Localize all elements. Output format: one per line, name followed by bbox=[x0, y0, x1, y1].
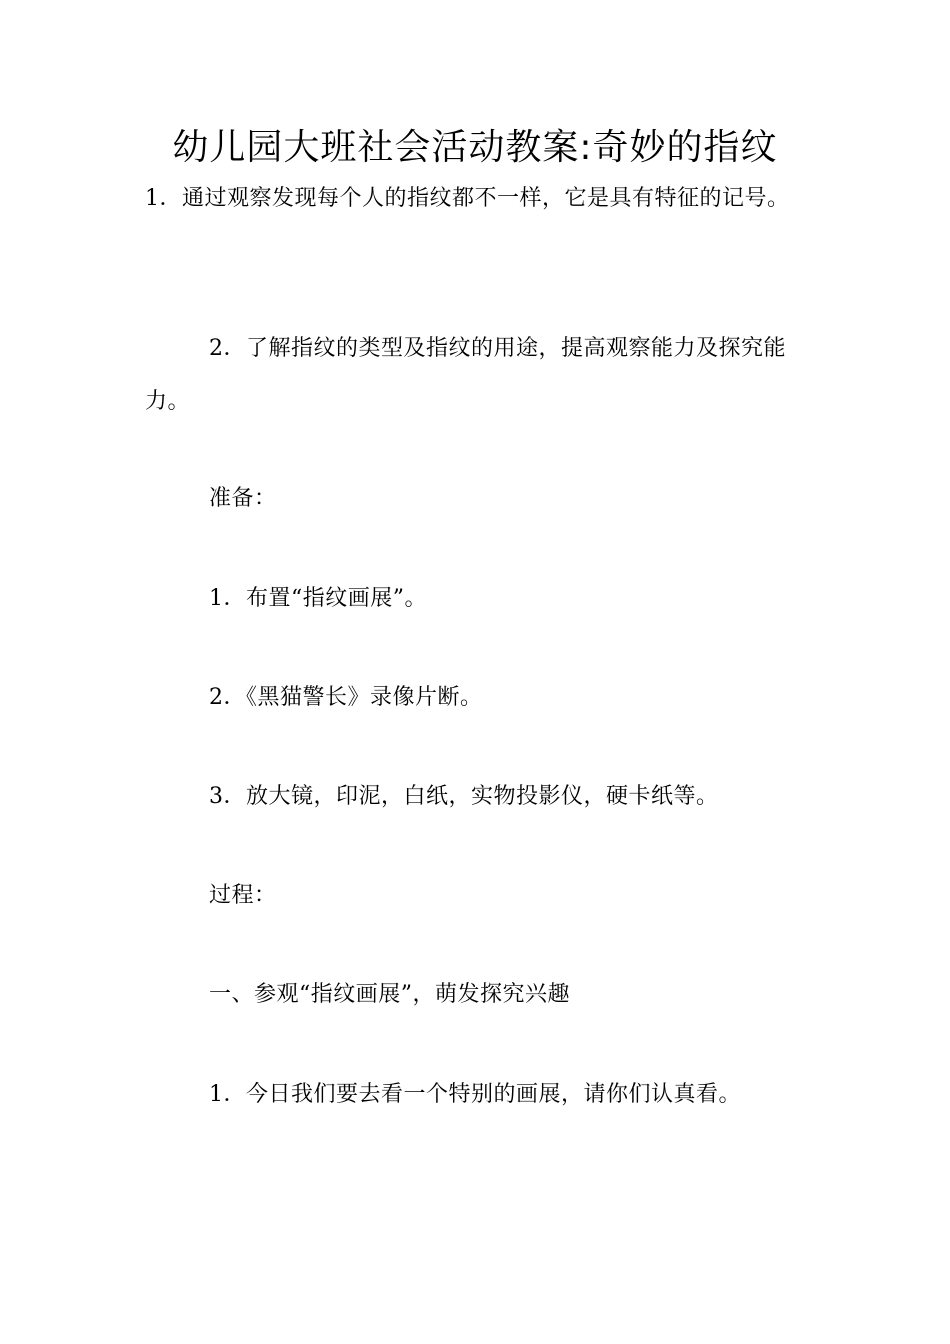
preparation-item-3: 3．放大镜，印泥，白纸，实物投影仪，硬卡纸等。 bbox=[209, 784, 719, 809]
process-step-1: 1．今日我们要去看一个特别的画展，请你们认真看。 bbox=[209, 1082, 741, 1107]
process-section-1: 一、参观“指纹画展”，萌发探究兴趣 bbox=[209, 982, 570, 1007]
preparation-item-2: 2．《黑猫警长》录像片断。 bbox=[209, 685, 483, 710]
objective-1: 1．通过观察发现每个人的指纹都不一样，它是具有特征的记号。 bbox=[145, 186, 790, 211]
objective-2: 2．了解指纹的类型及指纹的用途，提高观察能力及探究能力。 bbox=[145, 336, 786, 414]
preparation-heading: 准备： bbox=[209, 486, 277, 511]
process-heading: 过程： bbox=[209, 883, 277, 908]
preparation-item-1: 1．布置“指纹画展”。 bbox=[209, 586, 427, 611]
document-title: 幼儿园大班社会活动教案:奇妙的指纹 bbox=[172, 127, 778, 168]
